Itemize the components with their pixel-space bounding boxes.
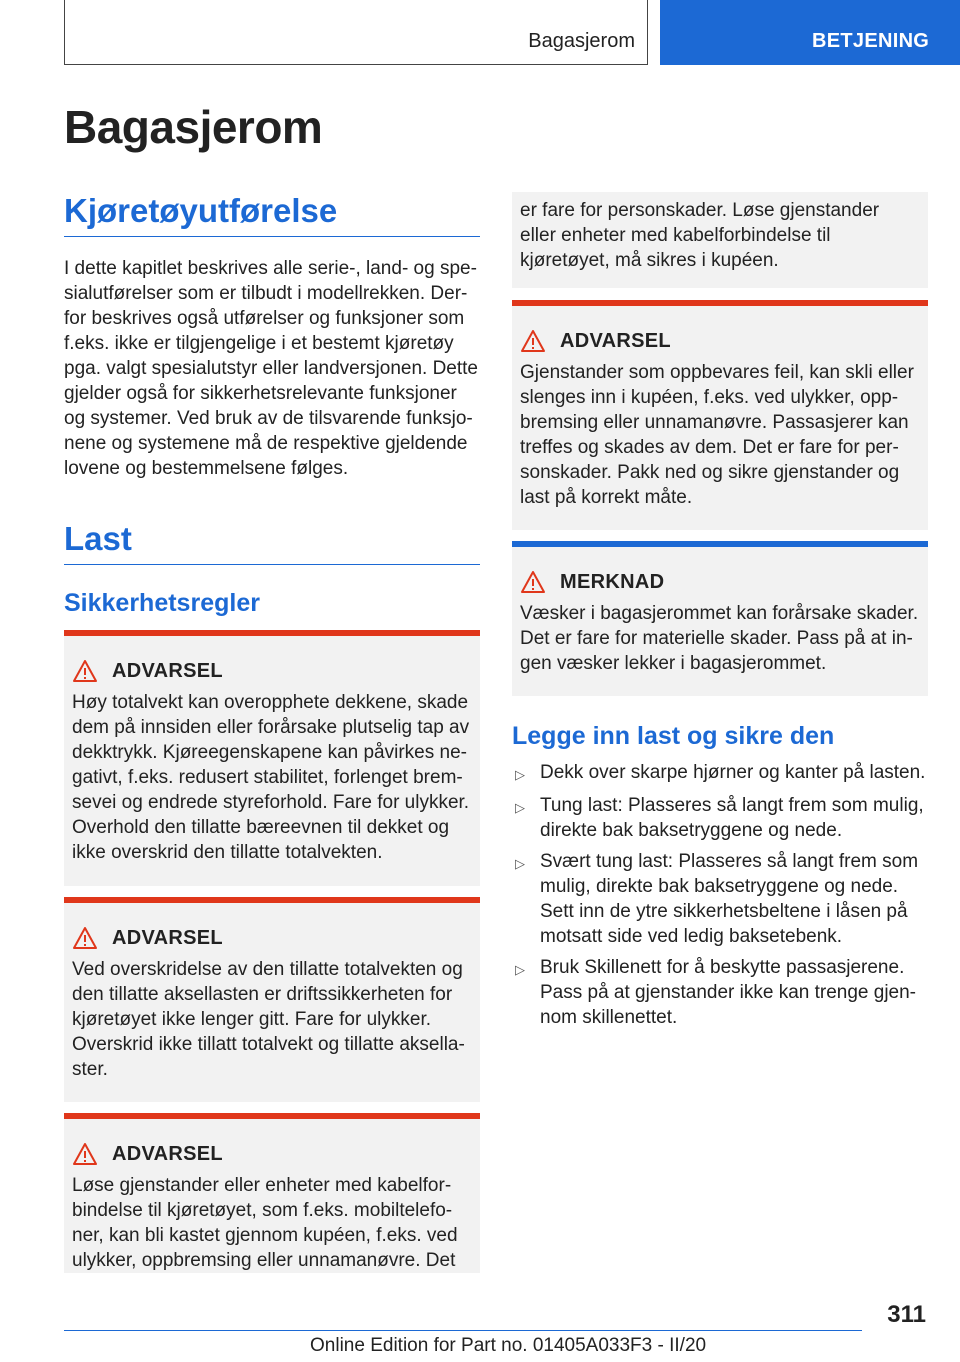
list-item xyxy=(512,955,928,1030)
callout-bar xyxy=(64,897,480,903)
warning-triangle-icon xyxy=(520,329,546,353)
callout-text: Væsker i bagasjerommet kan forårsake skader. Det er fare for materielle skader. Pass på at in-gen væsker lekker i bagasjerommet. xyxy=(520,603,919,674)
callout-text: Høy totalvekt kan overopphete dekkene, skade dem på innsiden eller forårsake plutselig tap av dekktrykk. Kjøreegenskapene kan påvirkes ne-gativt, f.eks. redusert stabilitet, forlenget brem-sevei og endrede styreforhold. Fare for ulykker. Overhold den tillatte bæreevnen til dekket og ikke overskrid den tillatte totalvekten. xyxy=(72,692,470,863)
warning-triangle-icon xyxy=(72,926,98,950)
heading-vehicle-version: Kjøretøyutførelse xyxy=(64,192,480,237)
callout-bar xyxy=(64,630,480,636)
callout-bar xyxy=(64,1113,480,1119)
note-callout xyxy=(512,541,928,696)
loading-instructions-list xyxy=(512,760,928,1036)
footer-rule xyxy=(64,1330,862,1331)
triangle-bullet-icon: ▷ xyxy=(515,856,525,871)
heading-load: Last xyxy=(64,520,480,565)
list-item-text: Tung last: Plasseres så langt frem som mulig, direkte bak baksetryggene og nede. xyxy=(540,795,924,841)
list-item-text: Dekk over skarpe hjørner og kanter på lasten. xyxy=(540,762,926,783)
warning-callout-1 xyxy=(64,630,480,886)
triangle-bullet-icon: ▷ xyxy=(515,767,525,782)
warning-callout-4 xyxy=(512,300,928,530)
warning-callout-3 xyxy=(64,1113,480,1273)
warning-triangle-icon xyxy=(520,570,546,594)
callout-text: Ved overskridelse av den tillatte totalvekten og den tillatte aksellasten er driftssikkerheten for kjøretøyet ikke lenger gitt. Fare for ulykker. Overskrid ikke tillatt totalvekt og tillatte aksella-ster. xyxy=(72,959,465,1080)
callout-title: MERKNAD xyxy=(560,570,665,593)
callout-text: Gjenstander som oppbevares feil, kan skli eller slenges inn i kupéen, f.eks. ved ulykker, opp-bremsing eller unnamanøvre. Passasjerer kan treffes og skades av dem. Det er fare for per-sonskader. Pakk ned og sikre gjenstander og last på korrekt måte. xyxy=(520,362,914,508)
list-item xyxy=(512,793,928,843)
list-item xyxy=(512,849,928,949)
warning-callout-2 xyxy=(64,897,480,1102)
callout-bar xyxy=(512,541,928,547)
header-section-label: Bagasjerom xyxy=(528,30,635,52)
callout-title: ADVARSEL xyxy=(112,659,223,682)
heading-safety-rules: Sikkerhetsregler xyxy=(64,589,260,617)
triangle-bullet-icon: ▷ xyxy=(515,800,525,815)
callout-title: ADVARSEL xyxy=(112,1142,223,1165)
callout-text: Løse gjenstander eller enheter med kabelfor-bindelse til kjøretøyet, som f.eks. mobiltelefo-ner, kan bli kastet gjennom kupéen, f.eks. ved ulykker, oppbremsing eller unnamanøvre. Det xyxy=(72,1175,458,1271)
warning-triangle-icon xyxy=(72,1142,98,1166)
list-item-text: Svært tung last: Plasseres så langt frem som mulig, direkte bak baksetryggene og nede. Sett inn de ytre sikkerhetsbeltene i låsen på motsatt side ved ledig baksetebenk. xyxy=(540,851,919,947)
list-item xyxy=(512,760,928,787)
callout-continued-text: er fare for personskader. Løse gjenstander eller enheter med kabelforbindelse til kjøretøyet, må sikres i kupéen. xyxy=(520,200,880,271)
vehicle-version-text: I dette kapitlet beskrives alle serie-, land- og spe-sialutførelser som er tilbudt i modellrekken. Der-for beskrives også utførelser og funksjoner som f.eks. ikke er tilgjengelige i et bestemt kjøretøy pga. valgt spesialutstyr eller landversjonen. Dette gjelder også for sikkerhetsrelevante funksjoner og systemer. Ved bruk av de tilsvarende funksjo-nene og systemene må de respektive gjeldende lovene og bestemmelsene følges. xyxy=(64,258,479,479)
callout-title: ADVARSEL xyxy=(112,926,223,949)
warning-triangle-icon xyxy=(72,659,98,683)
footer-edition: Online Edition for Part no. 01405A033F3 - II/20 xyxy=(310,1335,707,1356)
header-chapter-label: BETJENING xyxy=(812,30,930,52)
callout-title: ADVARSEL xyxy=(560,329,671,352)
page-title: Bagasjerom xyxy=(64,101,323,153)
list-item-text: Bruk Skillenett for å beskytte passasjerene. Pass på at gjenstander ikke kan trenge gjen-nom skillenettet. xyxy=(540,957,917,1028)
header-chapter-tab xyxy=(660,0,960,65)
heading-loading-securing: Legge inn last og sikre den xyxy=(512,722,835,750)
callout-bar xyxy=(512,300,928,306)
triangle-bullet-icon: ▷ xyxy=(515,962,525,977)
header-section-box xyxy=(64,0,648,65)
warning-callout-3-continued xyxy=(512,192,928,288)
page-number: 311 xyxy=(887,1301,926,1328)
